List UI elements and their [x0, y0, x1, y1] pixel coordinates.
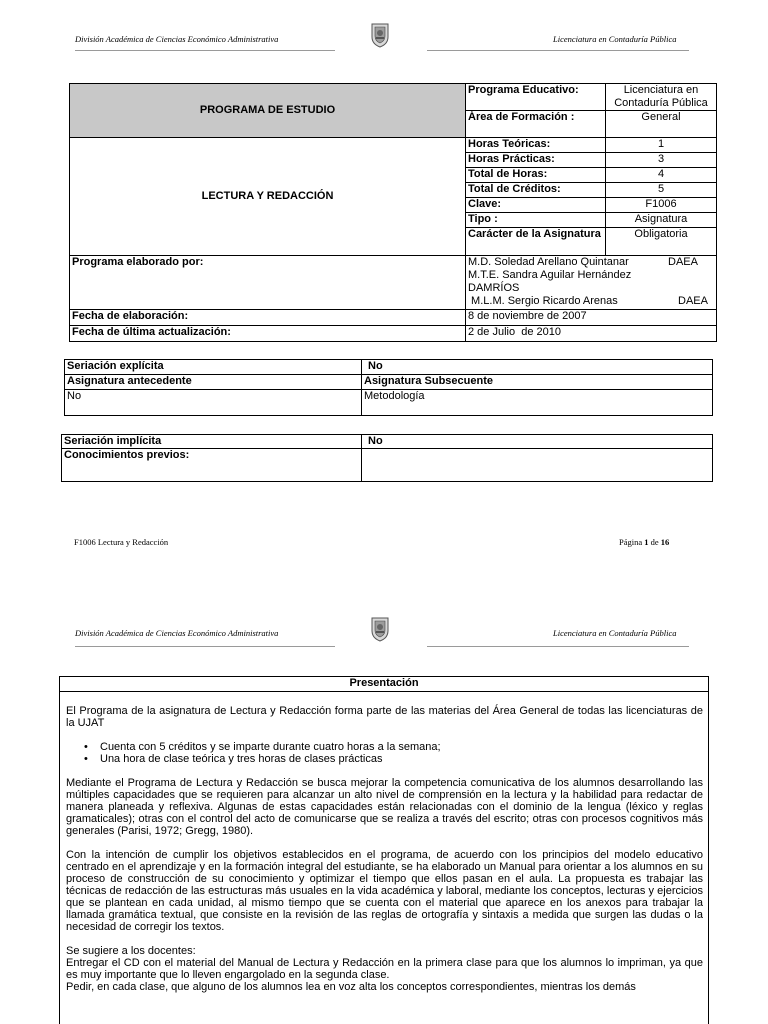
conocimientos-previos-label: Conocimientos previos:	[62, 449, 362, 482]
presentacion-section	[59, 676, 709, 1024]
horas-practicas-value: 3	[606, 153, 717, 168]
page2-header-right: Licenciatura en Contaduría Pública	[553, 628, 677, 638]
header-rule-right	[427, 646, 689, 647]
total-creditos-value: 5	[606, 183, 717, 198]
caracter-label: Carácter de la Asignatura	[466, 228, 606, 256]
author-name: M.D. Soledad Arellano Quintanar	[468, 256, 629, 268]
page-total: 16	[660, 537, 670, 547]
university-crest-icon	[369, 22, 391, 48]
page1-footer-left: F1006 Lectura y Redacción	[74, 537, 169, 547]
presentacion-suggest-1: Entregar el CD con el material del Manual de Lectura y Redacción en la primera clase para que los alumnos lo impriman, ya que es muy importante que lo lleven engargolado en la segunda clase.	[66, 957, 703, 981]
presentacion-paragraph-2: Mediante el Programa de Lectura y Redacción se busca mejorar la competencia comunicativa de los alumnos desarrollando las múltiples capacidades que se requieren para alcanzar un alto nivel de comprensión en la lectura y la habilidad para redactar de manera planeada y reflexiva. Algunas de estas capacidades están relacionadas con el dominio de la lengua (léxico y reglas gramaticales); otras con el control del acto de comunicarse que se realiza a través del escrito; otras con procesos cognitivos más generales (Parisi, 1972; Gregg, 1980).	[66, 777, 703, 837]
area-formacion-label: Área de Formación :	[466, 111, 606, 138]
conocimientos-previos-value	[362, 449, 713, 482]
header-rule-left	[75, 646, 335, 647]
program-info-table	[69, 83, 717, 342]
author-line: M.T.E. Sandra Aguilar Hernández	[468, 269, 632, 281]
header-rule-left	[75, 50, 335, 51]
seriacion-implicita-label: Seriación implícita	[62, 435, 362, 449]
total-horas-label: Total de Horas:	[466, 168, 606, 183]
seriacion-explicita-label: Seriación explícita	[65, 360, 362, 375]
presentacion-body	[60, 692, 708, 993]
list-item: • Una hora de clase teórica y tres horas de clases prácticas	[82, 753, 703, 765]
author-dept: DAEA	[668, 256, 698, 268]
presentacion-bullets	[82, 741, 703, 765]
programa-educativo-label: Programa Educativo:	[466, 84, 606, 111]
program-title-cell: PROGRAMA DE ESTUDIO	[70, 84, 466, 138]
page-number: 1	[644, 537, 649, 547]
header-rule-right	[427, 50, 689, 51]
university-crest-icon	[369, 616, 391, 642]
caracter-value: Obligatoria	[606, 228, 717, 256]
presentacion-intro: El Programa de la asignatura de Lectura y Redacción forma parte de las materias del Área General de todas las licenciaturas de la UJAT	[66, 705, 703, 729]
clave-value: F1006	[606, 198, 717, 213]
programa-educativo-value: Licenciatura en Contaduría Pública	[606, 84, 717, 111]
authors-cell	[466, 256, 717, 310]
seriacion-implicita-table	[61, 434, 713, 482]
asignatura-antecedente-label: Asignatura antecedente	[65, 375, 362, 390]
presentacion-title: Presentación	[60, 677, 708, 692]
horas-practicas-label: Horas Prácticas:	[466, 153, 606, 168]
page1-header-left: División Académica de Ciencias Económico Administrativa	[75, 34, 279, 44]
horas-teoricas-value: 1	[606, 138, 717, 153]
fecha-actualizacion-label: Fecha de última actualización:	[70, 326, 466, 342]
seriacion-explicita-value: No	[362, 360, 713, 375]
seriacion-implicita-value: No	[362, 435, 713, 449]
seriacion-explicita-table	[64, 359, 713, 416]
fecha-elaboracion-value: 8 de noviembre de 2007	[466, 310, 717, 326]
clave-label: Clave:	[466, 198, 606, 213]
presentacion-suggest-heading: Se sugiere a los docentes:	[66, 945, 196, 957]
author-name: M.L.M. Sergio Ricardo Arenas	[468, 295, 618, 307]
page1-header-right: Licenciatura en Contaduría Pública	[553, 34, 677, 44]
presentacion-paragraph-3: Con la intención de cumplir los objetivos establecidos en el programa, de acuerdo con los principios del modelo educativo centrado en el aprendizaje y en la formación integral del estudiante, se ha elaborado un Manual para orientar a los alumnos en su proceso de construcción de su conocimiento y optimizar el tiempo que ellos pasan en el aula. La propuesta es trabajar las técnicas de redacción de las estructuras más usuales en la vida académica y laboral, mediante los conceptos, lecturas y ejercicios que se plantean en cada unidad, al mismo tiempo que se cuenta con el material que aparece en los anexos para trabajar la llamada gramática textual, que consiste en la revisión de las reglas de ortografía y sintaxis a medida que surgen las dudas o la necesidad de corregir los textos.	[66, 849, 703, 933]
total-horas-value: 4	[606, 168, 717, 183]
asignatura-subsecuente-label: Asignatura Subsecuente	[362, 375, 713, 390]
list-item: • Cuenta con 5 créditos y se imparte durante cuatro horas a la semana;	[82, 741, 703, 753]
asignatura-antecedente-value: No	[65, 390, 362, 416]
asignatura-subsecuente-value: Metodología	[362, 390, 713, 416]
page1-footer-pagination	[619, 537, 669, 547]
tipo-label: Tipo :	[466, 213, 606, 228]
page2-header-left: División Académica de Ciencias Económico Administrativa	[75, 628, 279, 638]
subject-name-cell: LECTURA Y REDACCIÓN	[70, 138, 466, 256]
area-formacion-value: General	[606, 111, 717, 138]
of-word: de	[650, 537, 659, 547]
presentacion-suggest-2: Pedir, en cada clase, que alguno de los alumnos lea en voz alta los conceptos correspondientes, mientras los demás	[66, 981, 636, 993]
author-dept: DAEA	[678, 295, 708, 307]
author-line	[468, 295, 714, 308]
page-word: Página	[619, 537, 643, 547]
total-creditos-label: Total de Créditos:	[466, 183, 606, 198]
horas-teoricas-label: Horas Teóricas:	[466, 138, 606, 153]
tipo-value: Asignatura	[606, 213, 717, 228]
elaborado-por-label: Programa elaborado por:	[70, 256, 466, 310]
fecha-elaboracion-label: Fecha de elaboración:	[70, 310, 466, 326]
author-line: DAMRÍOS	[468, 282, 520, 294]
fecha-actualizacion-value: 2 de Julio de 2010	[466, 326, 717, 342]
author-line	[468, 256, 714, 269]
